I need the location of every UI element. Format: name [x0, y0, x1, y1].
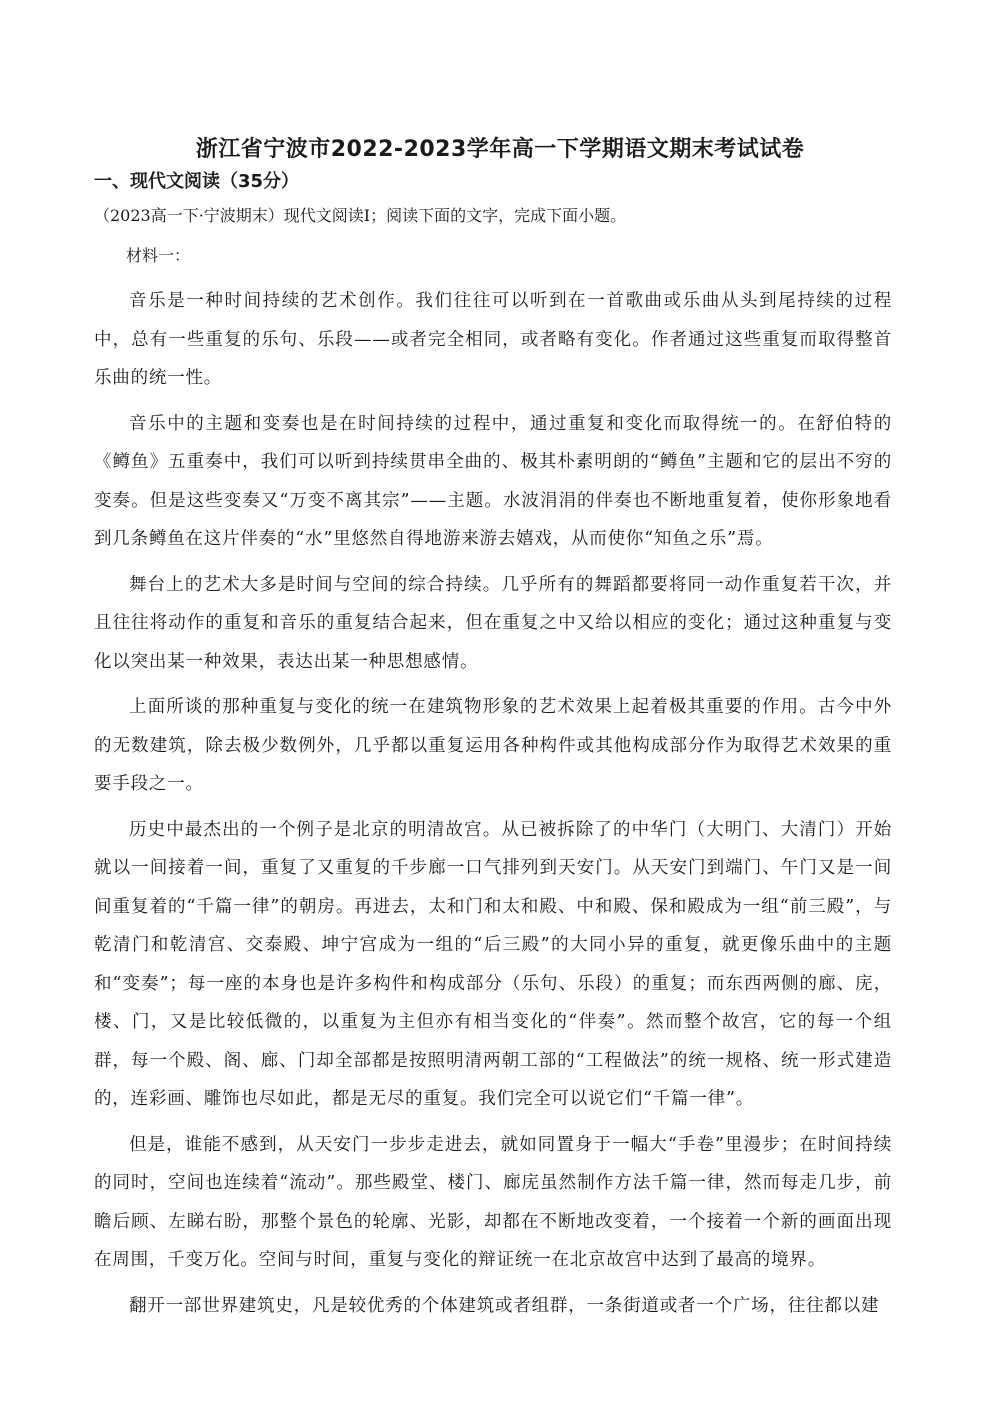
paragraph: 舞台上的艺术大多是时间与空间的综合持续。几乎所有的舞蹈都要将同一动作重复若干次，并且往往将动作的重复和音乐的重复结合起来，但在重复之中又给以相应的变化；通过这种重复与变化以突出某一种效果，表达出某一种思想感情。 [94, 574, 892, 672]
question-intro: （2023高一下·宁波期末）现代文阅读Ⅰ；阅读下面的文字，完成下面小题。 [94, 206, 627, 225]
paragraph: 但是，谁能不感到，从天安门一步步走进去，就如同置身于一幅大“手卷”里漫步；在时间持续的同时，空间也连续着“流动”。那些殿堂、楼门、廊庑虽然制作方法千篇一律，然而每走几步，前瞻后顾、左睇右盼，那整个景色的轮廓、光影，却都在不断地改变着，一个接着一个新的画面出现在周围，千变万化。空间与时间，重复与变化的辩证统一在北京故宫中达到了最高的境界。 [94, 1134, 892, 1270]
paragraph: 音乐中的主题和变奏也是在时间持续的过程中，通过重复和变化而取得统一的。在舒伯特的《鳟鱼》五重奏中，我们可以听到持续贯串全曲的、极其朴素明朗的“鳟鱼”主题和它的层出不穷的变奏。但是这些变奏又“万变不离其宗”——主题。水波涓涓的伴奏也不断地重复着，使你形象地看到几条鳟鱼在这片伴奏的“水”里悠然自得地游来游去嬉戏，从而使你“知鱼之乐”焉。 [94, 413, 892, 549]
paragraph: 上面所谈的那种重复与变化的统一在建筑物形象的艺术效果上起着极其重要的作用。古今中外的无数建筑，除去极少数例外，几乎都以重复运用各种构件或其他构成部分作为取得艺术效果的重要手段之一。 [94, 697, 892, 794]
material-label: 材料一： [126, 246, 191, 265]
section-heading: 一、现代文阅读（35分） [94, 171, 300, 192]
paragraph: 音乐是一种时间持续的艺术创作。我们往往可以听到在一首歌曲或乐曲从头到尾持续的过程中，总有一些重复的乐句、乐段——或者完全相同，或者略有变化。作者通过这些重复而取得整首乐曲的统一性。 [94, 291, 892, 388]
paragraph: 翻开一部世界建筑史，凡是较优秀的个体建筑或者组群，一条街道或者一个广场，往往都以建 [129, 1295, 880, 1316]
page-title: 浙江省宁波市2022-2023学年高一下学期语文期末考试试卷 [195, 137, 805, 162]
paragraph: 历史中最杰出的一个例子是北京的明清故宫。从已被拆除了的中华门（大明门、大清门）开始就以一间接着一间，重复了又重复的千步廊一口气排列到天安门。从天安门到端门、午门又是一间间重复着的“千篇一律”的朝房。再进去，太和门和太和殿、中和殿、保和殿成为一组“前三殿”，与乾清门和乾清宫、交泰殿、坤宁宫成为一组的“后三殿”的大同小异的重复，就更像乐曲中的主题和“变奏”；每一座的本身也是许多构件和构成部分（乐句、乐段）的重复；而东西两侧的廊、庑，楼、门，又是比较低微的，以重复为主但亦有相当变化的“伴奏”。然而整个故宫，它的每一个组群，每一个殿、阁、廊、门却全部都是按照明清两朝工部的“工程做法”的统一规格、统一形式建造的，连彩画、雕饰也尽如此，都是无尽的重复。我们完全可以说它们“千篇一律”。 [94, 819, 892, 1109]
